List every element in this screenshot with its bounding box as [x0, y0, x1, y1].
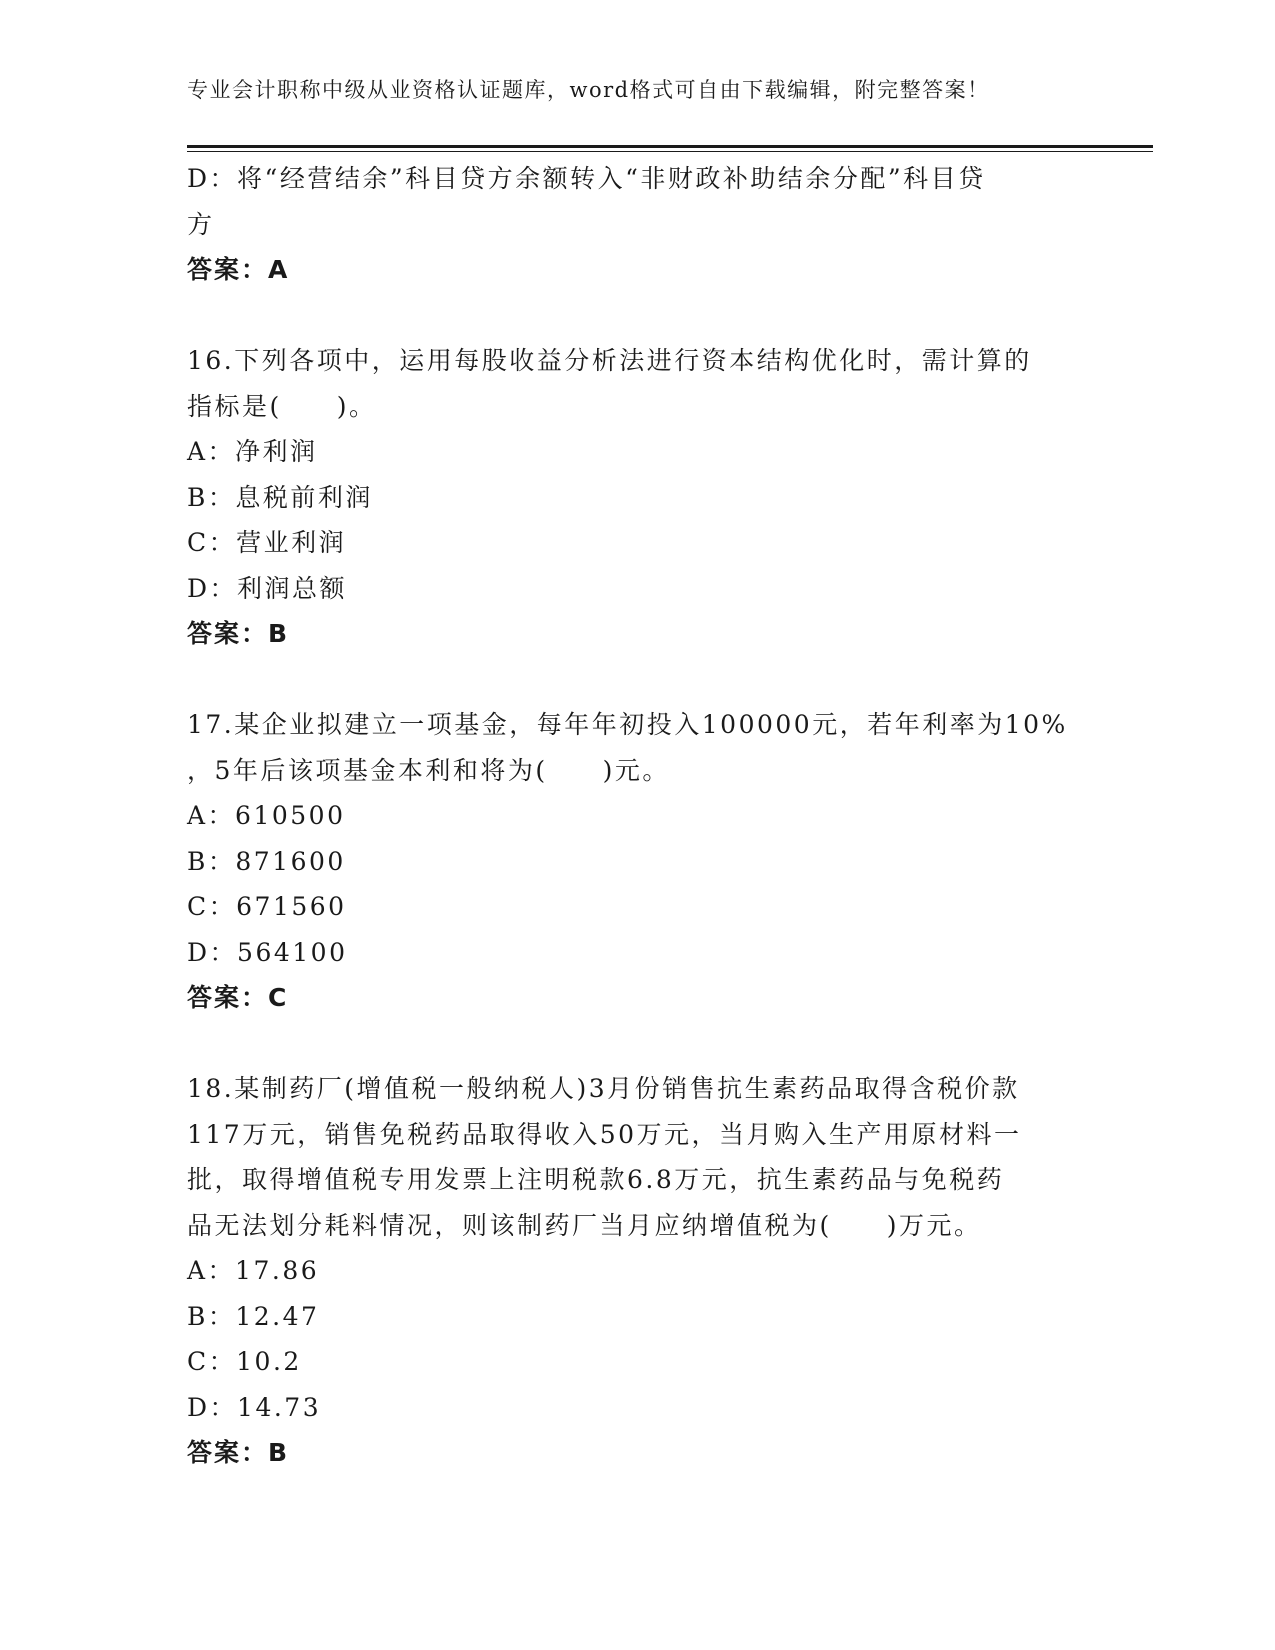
question-18-line-2: 117万元，销售免税药品取得收入50万元，当月购入生产用原材料一: [187, 1119, 1022, 1149]
header-rule-thin: [187, 151, 1153, 152]
question-18-option-d: D：14.73: [187, 1392, 322, 1422]
question-16-answer: 答案：B: [187, 619, 290, 648]
spacer: [187, 293, 1087, 339]
question-18-option-b: B：12.47: [187, 1301, 320, 1331]
prev-option-d-line-2: 方: [187, 209, 215, 239]
question-17-line-2: ，5年后该项基金本利和将为( )元。: [187, 755, 670, 785]
question-16-line-1: 16.下列各项中，运用每股收益分析法进行资本结构优化时，需计算的: [187, 346, 1032, 375]
question-18-option-c: C：10.2: [187, 1347, 302, 1376]
question-17-option-a: A：610500: [187, 801, 346, 830]
question-17-answer: 答案：C: [187, 983, 289, 1012]
question-17-option-b: B：871600: [187, 846, 346, 876]
prev-option-d-line-1: D：将“经营结余”科目贷方余额转入“非财政补助结余分配”科目贷: [187, 164, 986, 193]
question-16-line-2: 指标是( )。: [187, 391, 377, 421]
question-17-option-d: D：564100: [187, 937, 348, 967]
question-18-line-4: 品无法划分耗料情况，则该制药厂当月应纳增值税为( )万元。: [187, 1210, 982, 1240]
question-18-answer: 答案：B: [187, 1438, 290, 1467]
spacer: [187, 657, 1087, 703]
question-18-option-a: A：17.86: [187, 1256, 320, 1285]
question-18-line-3: 批，取得增值税专用发票上注明税款6.8万元，抗生素药品与免税药: [187, 1165, 1005, 1194]
question-16-option-b: B：息税前利润: [187, 482, 373, 512]
question-16-option-d: D：利润总额: [187, 573, 348, 603]
question-16-option-c: C：营业利润: [187, 528, 347, 557]
question-18-line-1: 18.某制药厂(增值税一般纳税人)3月份销售抗生素药品取得含税价款: [187, 1074, 1020, 1103]
page-header: 专业会计职称中级从业资格认证题库，word格式可自由下载编辑，附完整答案！: [187, 78, 990, 102]
question-17-line-1: 17.某企业拟建立一项基金，每年年初投入100000元，若年利率为10%: [187, 710, 1068, 739]
spacer: [187, 1021, 1087, 1067]
header-rule-thick: [187, 145, 1153, 148]
question-16-option-a: A：净利润: [187, 437, 318, 466]
prev-answer: 答案：A: [187, 255, 290, 284]
question-content: [187, 156, 1087, 1476]
question-17-option-c: C：671560: [187, 892, 347, 921]
